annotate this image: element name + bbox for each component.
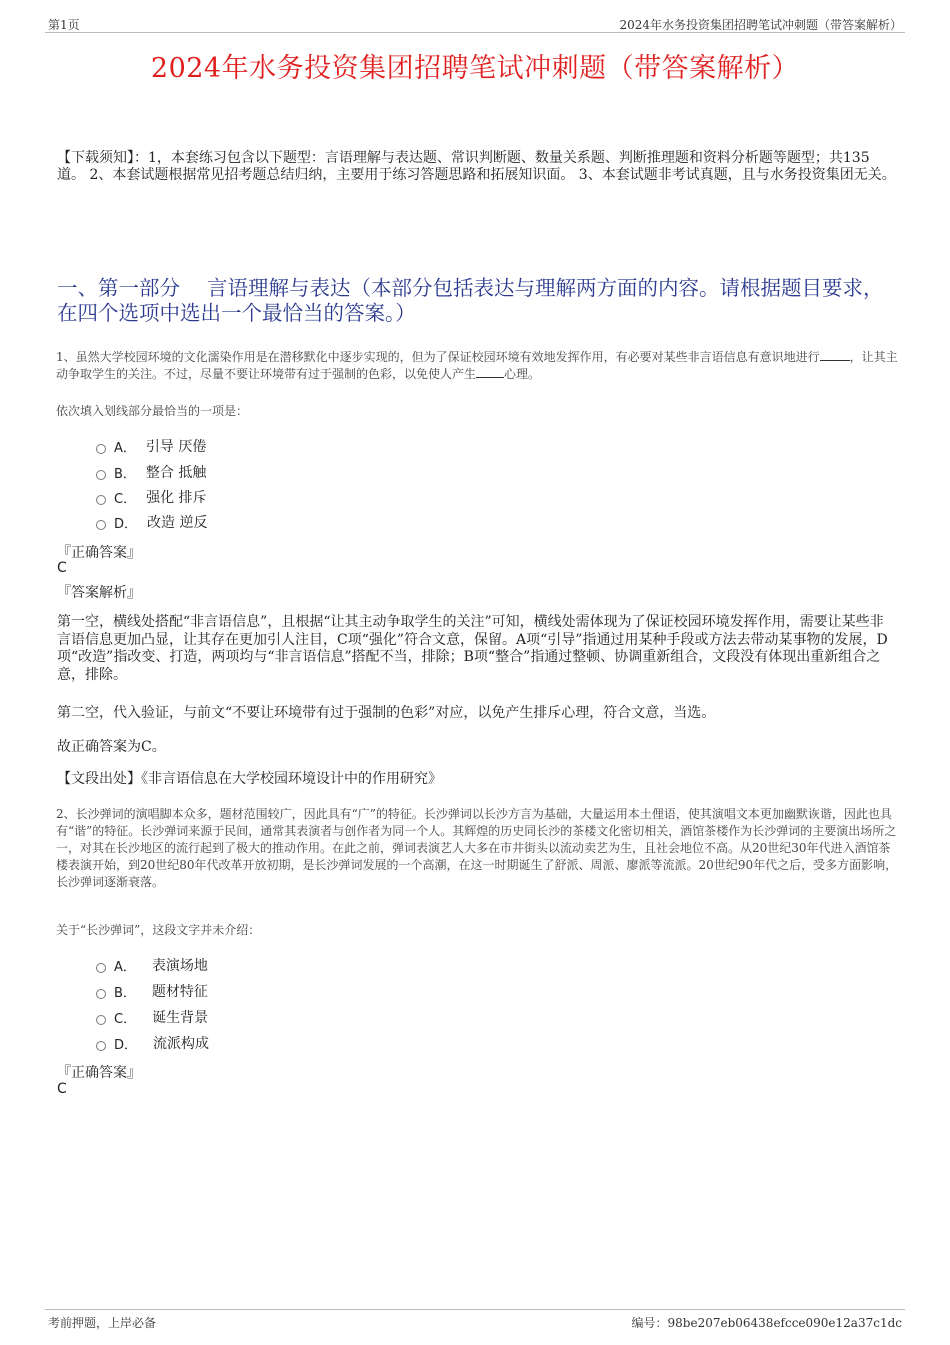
radio-icon[interactable] xyxy=(96,520,106,530)
option-text: 引导 厌倦 xyxy=(145,439,207,455)
radio-icon[interactable] xyxy=(96,444,106,454)
q1-source: 【文段出处】《非言语信息在大学校园环境设计中的作用研究》 xyxy=(57,771,442,787)
option-text: 改造 逆反 xyxy=(147,515,208,531)
page-number: 第1页 xyxy=(48,18,80,32)
radio-icon[interactable] xyxy=(96,470,106,480)
q1-analysis-1: 第一空，横线处搭配“非言语信息”，且根据“让其主动争取学生的关注”可知，横线处需体现为了保证校园环境发挥作用，需要让某些非言语信息更加凸显，让其存在更加引人注目，C项“强化”符合文意，保留。A项“引导”指通过用某种手段或方法去带动某事物的发展，D项“改造”指改变、打造，两项均与“非言语信息”搭配不当，排除；B项“整合”指通过整顿、协调重新组合，文段没有体现出重新组合之意，排除。 xyxy=(57,614,888,683)
option-letter: C． xyxy=(114,491,137,507)
radio-icon[interactable] xyxy=(96,1015,106,1025)
q2-option-d[interactable] xyxy=(96,1034,209,1052)
document-title: 2024年水务投资集团招聘笔试冲刺题（带答案解析） xyxy=(150,53,800,84)
question-1-text-a: 1、虽然大学校园环境的文化濡染作用是在潜移默化中逐步实现的，但为了保证校园环境有效地发挥作用，有必要对某些非言语信息有意识地进行 xyxy=(56,350,820,364)
question-1-text-b: ，让其主动争取学生的关注。不过，尽量不要让环境带有过于强制的色彩，以免使人产生 xyxy=(56,350,898,381)
option-text: 题材特征 xyxy=(151,984,208,1000)
q1-option-b[interactable] xyxy=(96,463,206,481)
option-letter: B． xyxy=(114,466,136,482)
radio-icon[interactable] xyxy=(96,989,106,999)
fill-blank-2 xyxy=(476,366,504,378)
footer-serial: 编号：98be207eb06438efcce090e12a37c1dc xyxy=(631,1316,902,1330)
radio-icon[interactable] xyxy=(96,1041,106,1051)
q2-option-b[interactable] xyxy=(96,982,208,1000)
header-doc-title: 2024年水务投资集团招聘笔试冲刺题（带答案解析） xyxy=(619,18,902,32)
question-1-ask: 依次填入划线部分最恰当的一项是： xyxy=(56,404,249,418)
q1-option-a[interactable] xyxy=(96,437,206,455)
question-2-ask: 关于“长沙弹词”，这段文字并未介绍： xyxy=(56,923,261,937)
question-1-text-c: 心理。 xyxy=(504,367,541,381)
footer-slogan: 考前押题，上岸必备 xyxy=(48,1316,157,1330)
option-text: 整合 抵触 xyxy=(145,465,207,481)
option-text: 流派构成 xyxy=(153,1036,210,1052)
q2-option-a[interactable] xyxy=(96,956,208,974)
option-letter: D． xyxy=(114,1037,138,1053)
q1-option-d[interactable] xyxy=(96,513,207,531)
q1-answer: C xyxy=(57,560,67,576)
radio-icon[interactable] xyxy=(96,963,106,973)
option-text: 表演场地 xyxy=(151,958,208,974)
question-2-text: 2、长沙弹词的演唱脚本众多，题材范围较广，因此具有“广”的特征。长沙弹词以长沙方言为基础，大量运用本土俚语，使其演唱文本更加幽默诙谐，因此也具有“谐”的特征。长沙弹词来源于民间，通常其表演者与创作者为同一个人。其辉煌的历史同长沙的茶楼文化密切相关，酒馆茶楼作为长沙弹词的主要演出场所之一，对其在长沙地区的流行起到了极大的推动作用。在此之前，弹词表演艺人大多在市井街头以流动卖艺为生，且社会地位不高。从20世纪30年代进入酒馆茶楼表演开始，到20世纪80年代改革开放初期，是长沙弹词发展的一个高潮，在这一时期诞生了舒派、周派、廖派等流派。20世纪90年代之后，受多方面影响，长沙弹词逐渐衰落。 xyxy=(56,807,898,889)
option-text: 诞生背景 xyxy=(152,1010,209,1026)
q2-option-c[interactable] xyxy=(96,1008,208,1026)
q1-option-c[interactable] xyxy=(96,488,207,506)
radio-icon[interactable] xyxy=(96,495,106,505)
q1-analysis-3: 故正确答案为C。 xyxy=(57,739,166,755)
fill-blank-1 xyxy=(820,349,850,361)
option-letter: A． xyxy=(114,440,136,456)
option-letter: B． xyxy=(114,985,136,1001)
q2-answer-tag: 『正确答案』 xyxy=(57,1065,141,1081)
option-letter: A． xyxy=(114,959,136,975)
section-title: 一、第一部分 言语理解与表达（本部分包括表达与理解两方面的内容。请根据题目要求，在四个选项中选出一个最恰当的答案。） xyxy=(57,276,884,325)
page-header xyxy=(45,14,905,33)
q1-analysis-tag: 『答案解析』 xyxy=(57,585,141,601)
q1-answer-tag: 『正确答案』 xyxy=(57,545,141,561)
page-footer xyxy=(45,1309,905,1330)
option-letter: C． xyxy=(114,1011,137,1027)
q2-answer: C xyxy=(57,1081,67,1097)
question-1-text xyxy=(56,349,898,383)
option-text: 强化 排斥 xyxy=(146,490,207,506)
q1-analysis-2: 第二空，代入验证，与前文“不要让环境带有过于强制的色彩”对应，以免产生排斥心理，符合文意，当选。 xyxy=(57,705,716,721)
download-notice: 【下载须知】：1，本套练习包含以下题型：言语理解与表达题、常识判断题、数量关系题、判断推理题和资料分析题等题型；共135道。 2、本套试题根据常见招考题总结归纳，主要用于练习答题思路和拓展知识面。 3、本套试题非考试真题，且与水务投资集团无关。 xyxy=(57,150,896,183)
option-letter: D． xyxy=(114,516,138,532)
